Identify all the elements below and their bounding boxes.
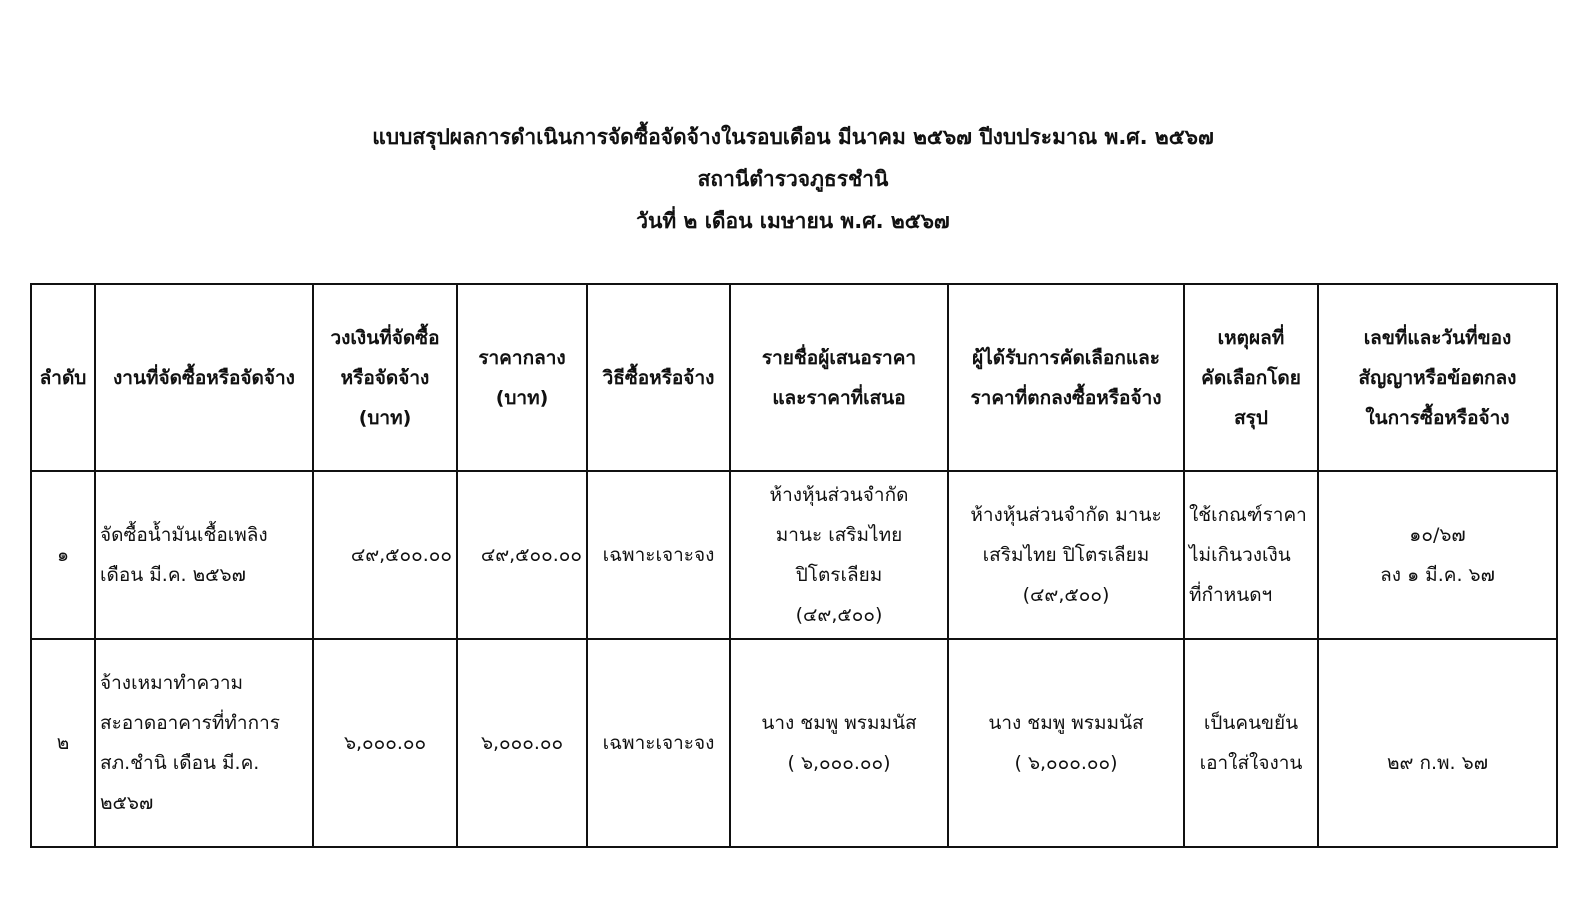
header-order: ลำดับ xyxy=(31,284,95,471)
table-row xyxy=(31,471,1557,639)
header-contract-info: เลขที่และวันที่ของ สัญญาหรือข้อตกลง ในการซื้อหรือจ้าง xyxy=(1318,284,1557,471)
row-procurement-item: จัดซื้อน้ำมันเชื้อเพลิง เดือน มี.ค. ๒๕๖๗ xyxy=(95,471,313,639)
row-contract-info: ๑๐/๖๗ ลง ๑ มี.ค. ๖๗ xyxy=(1318,471,1557,639)
row-contract-info: ๒๙ ก.พ. ๖๗ xyxy=(1318,639,1557,847)
header-median-price: ราคากลาง (บาท) xyxy=(457,284,587,471)
row-procurement-item: จ้างเหมาทำความ สะอาดอาคารที่ทำการ สภ.ชำนิ เดือน มี.ค. ๒๕๖๗ xyxy=(95,639,313,847)
table-header-row xyxy=(31,284,1557,471)
row-bidders: ห้างหุ้นส่วนจำกัด มานะ เสริมไทย ปิโตรเลียม (๔๙,๕๐๐) xyxy=(730,471,948,639)
row-order: ๒ xyxy=(31,639,95,847)
header-selection-reason: เหตุผลที่ คัดเลือกโดย สรุป xyxy=(1184,284,1318,471)
row-selected-vendor: ห้างหุ้นส่วนจำกัด มานะ เสริมไทย ปิโตรเลียม (๔๙,๕๐๐) xyxy=(948,471,1184,639)
row-order: ๑ xyxy=(31,471,95,639)
agency-name: สถานีตำรวจภูธรชำนิ xyxy=(697,167,889,191)
header-selected-vendor: ผู้ได้รับการคัดเลือกและ ราคาที่ตกลงซื้อหรือจ้าง xyxy=(948,284,1184,471)
row-selection-reason: ใช้เกณฑ์ราคา ไม่เกินวงเงิน ที่กำหนดฯ xyxy=(1184,471,1318,639)
header-bidders: รายชื่อผู้เสนอราคา และราคาที่เสนอ xyxy=(730,284,948,471)
table-row xyxy=(31,639,1557,847)
document-date: วันที่ ๒ เดือน เมษายน พ.ศ. ๒๕๖๗ xyxy=(636,209,950,233)
row-method: เฉพาะเจาะจง xyxy=(587,639,730,847)
row-selection-reason: เป็นคนขยัน เอาใส่ใจงาน xyxy=(1184,639,1318,847)
header-method: วิธีซื้อหรือจ้าง xyxy=(587,284,730,471)
row-budget: ๔๙,๕๐๐.๐๐ xyxy=(313,471,457,639)
row-bidders: นาง ชมพู พรมมนัส ( ๖,๐๐๐.๐๐) xyxy=(730,639,948,847)
row-selected-vendor: นาง ชมพู พรมมนัส ( ๖,๐๐๐.๐๐) xyxy=(948,639,1184,847)
header-procurement-item: งานที่จัดซื้อหรือจัดจ้าง xyxy=(95,284,313,471)
header-budget: วงเงินที่จัดซื้อ หรือจัดจ้าง (บาท) xyxy=(313,284,457,471)
document-title-block xyxy=(0,116,1586,242)
row-median-price: ๔๙,๕๐๐.๐๐ xyxy=(457,471,587,639)
row-method: เฉพาะเจาะจง xyxy=(587,471,730,639)
row-budget: ๖,๐๐๐.๐๐ xyxy=(313,639,457,847)
procurement-summary-table xyxy=(30,283,1558,848)
row-median-price: ๖,๐๐๐.๐๐ xyxy=(457,639,587,847)
document-title: แบบสรุปผลการดำเนินการจัดซื้อจัดจ้างในรอบเดือน มีนาคม ๒๕๖๗ ปีงบประมาณ พ.ศ. ๒๕๖๗ xyxy=(372,125,1214,149)
